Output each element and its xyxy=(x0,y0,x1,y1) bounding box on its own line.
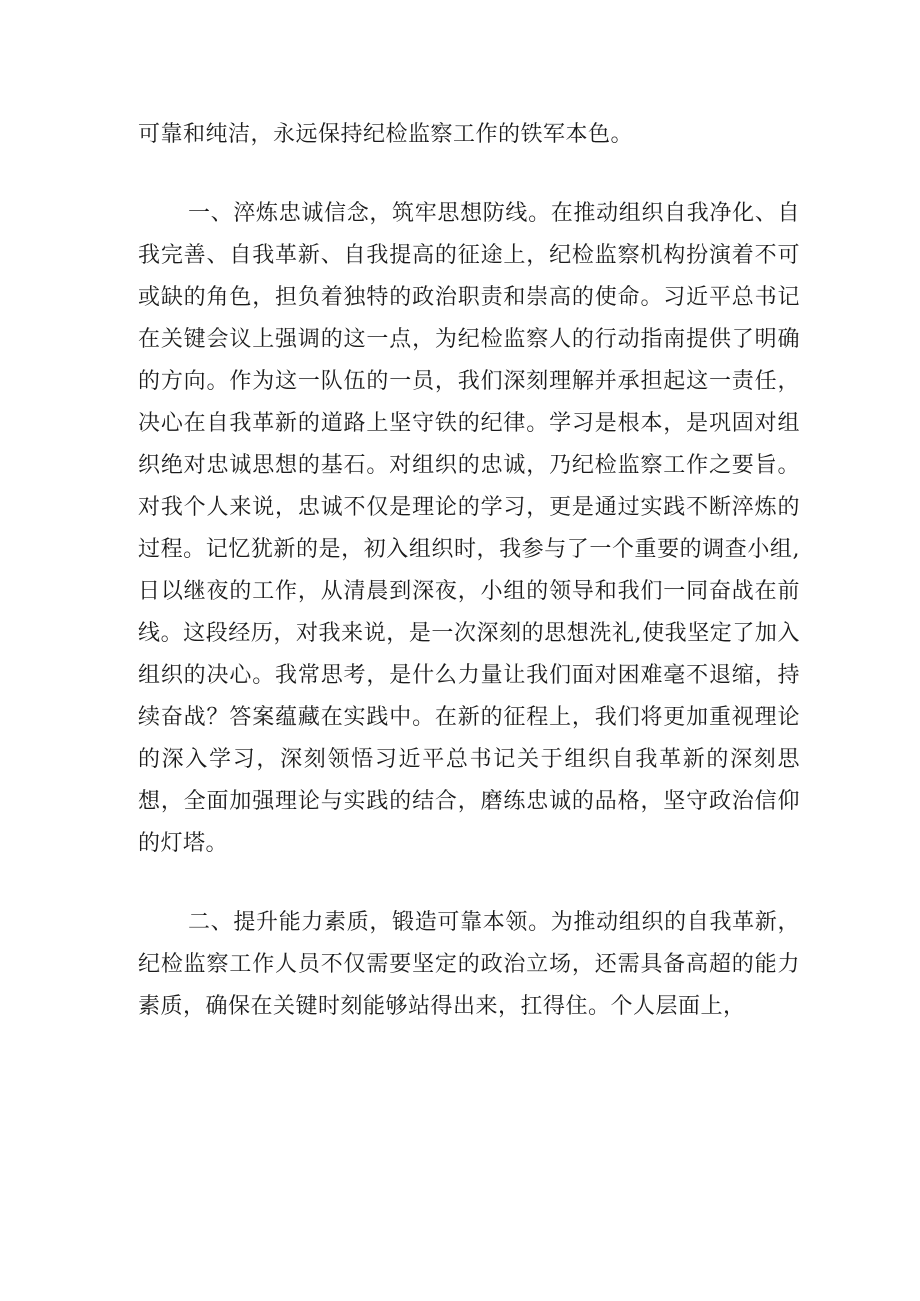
paragraph-section-one: 一、淬炼忠诚信念，筑牢思想防线。在推动组织自我净化、自我完善、自我革新、自我提高的征途上，纪检监察机构扮演着不可或缺的角色，担负着独特的政治职责和崇高的使命。习近平总书记在关键会议上强调的这一点，为纪检监察人的行动指南提供了明确的方向。作为这一队伍的一员，我们深刻理解并承担起这一责任，决心在自我革新的道路上坚守铁的纪律。学习是根本，是巩固对组织绝对忠诚思想的基石。对组织的忠诚，乃纪检监察工作之要旨。对我个人来说，忠诚不仅是理论的学习，更是通过实践不断淬炼的过程。记忆犹新的是，初入组织时，我参与了一个重要的调查小组,日以继夜的工作，从清晨到深夜，小组的领导和我们一同奋战在前线。这段经历，对我来说，是一次深刻的思想洗礼,使我坚定了加入组织的决心。我常思考，是什么力量让我们面对困难毫不退缩，持续奋战？答案蕴藏在实践中。在新的征程上，我们将更加重视理论的深入学习，深刻领悟习近平总书记关于组织自我革新的深刻思想，全面加强理论与实践的结合，磨练忠诚的品格，坚守政治信仰的灯塔。 xyxy=(138,201,800,856)
document-body xyxy=(138,114,800,1028)
paragraph-section-two: 二、提升能力素质，锻造可靠本领。为推动组织的自我革新，纪检监察工作人员不仅需要坚定的政治立场，还需具备高超的能力素质，确保在关键时刻能够站得出来，扛得住。个人层面上， xyxy=(138,910,800,1019)
paragraph-continuation: 可靠和纯洁，永远保持纪检监察工作的铁军本色。 xyxy=(138,122,634,147)
